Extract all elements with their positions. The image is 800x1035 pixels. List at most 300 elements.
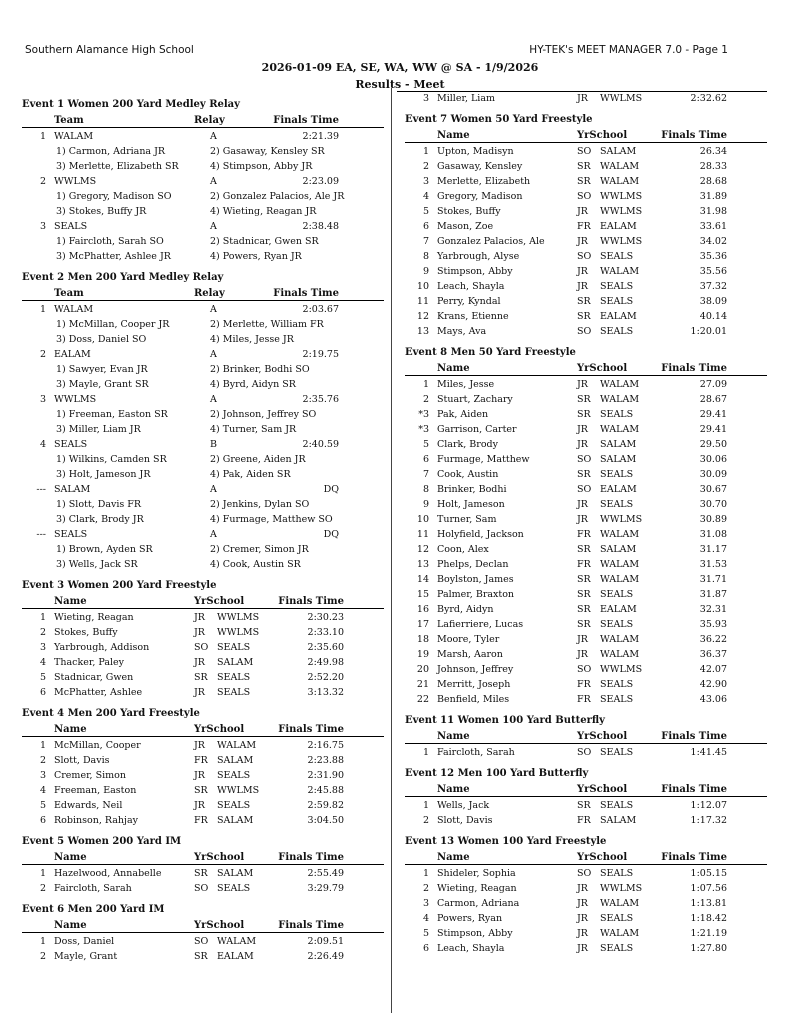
finals-time: 38.09 xyxy=(699,296,727,307)
result-row xyxy=(405,512,767,527)
class-year: SR xyxy=(577,409,591,420)
relay-swimmer: 4) Stimpson, Abby JR xyxy=(210,161,313,172)
school: SEALS xyxy=(600,469,634,480)
swimmer-name: Yarbrough, Alyse xyxy=(437,251,520,262)
relay-swimmer-row xyxy=(22,204,384,219)
school: SEALS xyxy=(217,672,251,683)
result-row xyxy=(405,881,767,896)
school: WWLMS xyxy=(217,612,260,623)
relay-swimmer-row xyxy=(22,557,384,572)
swimmer-name: Stimpson, Abby xyxy=(437,266,513,277)
result-row xyxy=(405,452,767,467)
class-year: SR xyxy=(577,394,591,405)
swimmer-name: Coon, Alex xyxy=(437,544,489,555)
finals-time-header: Finals Time xyxy=(278,596,344,607)
relay-swimmer: 4) Powers, Ryan JR xyxy=(210,251,302,262)
result-row xyxy=(405,497,767,512)
class-year: FR xyxy=(577,694,591,705)
finals-time: 26.34 xyxy=(699,146,727,157)
place: 19 xyxy=(416,649,429,660)
relay-swimmer-row xyxy=(22,317,384,332)
relay-swimmer-row xyxy=(22,452,384,467)
class-year: SR xyxy=(577,589,591,600)
class-year: FR xyxy=(577,559,591,570)
meet-title: 2026-01-09 EA, SE, WA, WW @ SA - 1/9/2026 xyxy=(261,61,539,74)
result-row xyxy=(405,422,767,437)
result-row xyxy=(405,798,767,813)
name-header: Name xyxy=(437,731,470,742)
place: --- xyxy=(36,484,46,495)
event-title: Event 12 Men 100 Yard Butterfly xyxy=(405,768,589,779)
finals-time: 2:45.88 xyxy=(307,785,344,796)
class-year: JR xyxy=(577,634,588,645)
place: 5 xyxy=(39,672,46,683)
relay-swimmer: 1) Faircloth, Sarah SO xyxy=(56,236,164,247)
result-row xyxy=(405,392,767,407)
right-column xyxy=(405,91,767,956)
finals-time: 30.09 xyxy=(699,469,727,480)
result-row xyxy=(22,640,384,655)
relay-swimmer: 3) Merlette, Elizabeth SR xyxy=(56,161,179,172)
place: 1 xyxy=(39,304,46,315)
relay-swimmer: 3) Holt, Jameson JR xyxy=(56,469,151,480)
swimmer-name: Shideler, Sophia xyxy=(437,868,516,879)
swimmer-name: Garrison, Carter xyxy=(437,424,517,435)
class-year: JR xyxy=(577,439,588,450)
result-row xyxy=(405,309,767,324)
place: 4 xyxy=(39,657,46,668)
finals-time: 1:41.45 xyxy=(690,747,727,758)
relay-header: Relay xyxy=(194,115,225,126)
result-row xyxy=(405,219,767,234)
school: SEALS xyxy=(600,913,634,924)
finals-time: 1:20.01 xyxy=(690,326,727,337)
swimmer-name: Edwards, Neil xyxy=(54,800,123,811)
school: WALAM xyxy=(600,379,640,390)
result-row xyxy=(22,670,384,685)
school: SEALS xyxy=(600,679,634,690)
school: WWLMS xyxy=(600,883,643,894)
class-year: SR xyxy=(194,672,208,683)
relay-swimmer: 1) McMillan, Cooper JR xyxy=(56,319,170,330)
result-row xyxy=(405,144,767,159)
place: 4 xyxy=(39,785,46,796)
class-year: JR xyxy=(577,424,588,435)
place: 2 xyxy=(39,349,46,360)
relay-swimmer-row xyxy=(22,512,384,527)
place: 1 xyxy=(422,146,429,157)
finals-time: 31.08 xyxy=(699,529,727,540)
finals-time: 36.22 xyxy=(699,634,727,645)
result-row xyxy=(22,783,384,798)
swimmer-name: Wieting, Reagan xyxy=(54,612,134,623)
team-name: SEALS xyxy=(54,221,88,232)
swimmer-name: Miller, Liam xyxy=(437,93,496,104)
class-year: JR xyxy=(577,281,588,292)
relay-letter: A xyxy=(210,176,217,187)
relay-team-row xyxy=(22,347,384,362)
place: 2 xyxy=(422,394,429,405)
place: 13 xyxy=(416,559,429,570)
place: 2 xyxy=(422,883,429,894)
swimmer-name: Wieting, Reagan xyxy=(437,883,517,894)
place: 4 xyxy=(422,913,429,924)
relay-swimmer: 2) Brinker, Bodhi SO xyxy=(210,364,310,375)
finals-time: 43.06 xyxy=(699,694,727,705)
finals-time: 2:23.09 xyxy=(302,176,339,187)
school: EALAM xyxy=(217,951,254,962)
name-header: Name xyxy=(437,784,470,795)
finals-time-header: Finals Time xyxy=(273,288,339,299)
class-year: SR xyxy=(577,176,591,187)
yr-school-header: YrSchool xyxy=(577,363,628,374)
place: 5 xyxy=(422,928,429,939)
swimmer-name: Byrd, Aidyn xyxy=(437,604,494,615)
class-year: SR xyxy=(194,951,208,962)
individual-table-header xyxy=(22,722,384,737)
place: 1 xyxy=(39,936,46,947)
finals-time: 1:21.19 xyxy=(690,928,727,939)
swimmer-name: Pak, Aiden xyxy=(437,409,489,420)
swimmer-name: Wells, Jack xyxy=(437,800,490,811)
swimmer-name: Gregory, Madison xyxy=(437,191,523,202)
school: WALAM xyxy=(600,176,640,187)
school: SEALS xyxy=(217,687,251,698)
place: 3 xyxy=(39,642,46,653)
place: 18 xyxy=(416,634,429,645)
yr-school-header: YrSchool xyxy=(194,920,245,931)
relay-swimmer-row xyxy=(22,377,384,392)
finals-time: 1:05.15 xyxy=(690,868,727,879)
class-year: SR xyxy=(577,619,591,630)
relay-swimmer-row xyxy=(22,189,384,204)
place: 5 xyxy=(39,800,46,811)
finals-time: 2:59.82 xyxy=(307,800,344,811)
place: 21 xyxy=(416,679,429,690)
result-row xyxy=(405,557,767,572)
swimmer-name: Brinker, Bodhi xyxy=(437,484,507,495)
class-year: SR xyxy=(577,296,591,307)
finals-time: 40.14 xyxy=(699,311,727,322)
class-year: SR xyxy=(577,311,591,322)
class-year: JR xyxy=(577,649,588,660)
finals-time: 35.56 xyxy=(699,266,727,277)
finals-time: 29.41 xyxy=(699,424,727,435)
column-divider xyxy=(391,88,392,1013)
result-row xyxy=(405,467,767,482)
school: WALAM xyxy=(217,740,257,751)
swimmer-name: Merlette, Elizabeth xyxy=(437,176,531,187)
finals-time: 33.61 xyxy=(699,221,727,232)
school: EALAM xyxy=(600,311,637,322)
swimmer-name: Stimpson, Abby xyxy=(437,928,513,939)
relay-swimmer: 2) Gasaway, Kensley SR xyxy=(210,146,325,157)
team-name: SALAM xyxy=(54,484,91,495)
place: 10 xyxy=(416,514,429,525)
place: 3 xyxy=(39,394,46,405)
school: EALAM xyxy=(600,484,637,495)
place: 3 xyxy=(422,93,429,104)
relay-letter: A xyxy=(210,349,217,360)
swimmer-name: Carmon, Adriana xyxy=(437,898,520,909)
place: 1 xyxy=(39,131,46,142)
place: 1 xyxy=(39,612,46,623)
swimmer-name: Gonzalez Palacios, Ale xyxy=(437,236,545,247)
swimmer-name: Leach, Shayla xyxy=(437,943,505,954)
team-name: SEALS xyxy=(54,529,88,540)
finals-time: 2:23.88 xyxy=(307,755,344,766)
place: 8 xyxy=(422,251,429,262)
swimmer-name: Stadnicar, Gwen xyxy=(54,672,134,683)
class-year: SO xyxy=(577,251,592,262)
school: SEALS xyxy=(600,281,634,292)
school: WALAM xyxy=(600,574,640,585)
finals-time: 32.31 xyxy=(699,604,727,615)
event-title: Event 1 Women 200 Yard Medley Relay xyxy=(22,99,240,110)
relay-table-header xyxy=(22,113,384,128)
class-year: JR xyxy=(577,379,588,390)
class-year: JR xyxy=(194,800,205,811)
relay-swimmer: 1) Sawyer, Evan JR xyxy=(56,364,148,375)
class-year: SO xyxy=(577,454,592,465)
class-year: JR xyxy=(577,266,588,277)
result-row xyxy=(405,249,767,264)
relay-swimmer-row xyxy=(22,234,384,249)
finals-time: 28.68 xyxy=(699,176,727,187)
place: 14 xyxy=(416,574,429,585)
place: 10 xyxy=(416,281,429,292)
finals-time: 1:07.56 xyxy=(690,883,727,894)
finals-time: 2:09.51 xyxy=(307,936,344,947)
relay-team-row xyxy=(22,219,384,234)
place: 3 xyxy=(39,770,46,781)
class-year: FR xyxy=(577,815,591,826)
class-year: JR xyxy=(577,514,588,525)
place: 5 xyxy=(422,439,429,450)
relay-team-row xyxy=(22,129,384,144)
relay-letter: B xyxy=(210,439,217,450)
relay-swimmer-row xyxy=(22,249,384,264)
class-year: FR xyxy=(577,529,591,540)
class-year: JR xyxy=(577,898,588,909)
swimmer-name: Holt, Jameson xyxy=(437,499,505,510)
swimmer-name: Phelps, Declan xyxy=(437,559,509,570)
result-row xyxy=(405,572,767,587)
place: 2 xyxy=(39,627,46,638)
finals-time: 2:03.67 xyxy=(302,304,339,315)
swimmer-name: Miles, Jesse xyxy=(437,379,495,390)
relay-swimmer-row xyxy=(22,159,384,174)
school: SALAM xyxy=(217,657,254,668)
finals-time: 2:55.49 xyxy=(307,868,344,879)
school: WWLMS xyxy=(600,664,643,675)
class-year: SO xyxy=(577,191,592,202)
school: SEALS xyxy=(217,770,251,781)
class-year: FR xyxy=(577,679,591,690)
place: 12 xyxy=(416,311,429,322)
finals-time: 42.07 xyxy=(699,664,727,675)
class-year: JR xyxy=(194,687,205,698)
yr-school-header: YrSchool xyxy=(577,784,628,795)
relay-swimmer: 4) Turner, Sam JR xyxy=(210,424,297,435)
team-header: Team xyxy=(54,115,84,126)
finals-time-header: Finals Time xyxy=(661,731,727,742)
result-row xyxy=(405,482,767,497)
finals-time: 35.36 xyxy=(699,251,727,262)
swimmer-name: Clark, Brody xyxy=(437,439,498,450)
swimmer-name: Johnson, Jeffrey xyxy=(437,664,514,675)
finals-time: 1:12.07 xyxy=(690,800,727,811)
result-row xyxy=(405,677,767,692)
swimmer-name: Turner, Sam xyxy=(437,514,497,525)
result-row xyxy=(22,738,384,753)
result-row xyxy=(405,866,767,881)
individual-table-header xyxy=(405,782,767,797)
relay-swimmer: 1) Brown, Ayden SR xyxy=(56,544,153,555)
relay-team-row xyxy=(22,527,384,542)
relay-swimmer-row xyxy=(22,422,384,437)
place: 20 xyxy=(416,664,429,675)
class-year: JR xyxy=(577,93,588,104)
results-label: Results - Meet xyxy=(355,78,445,91)
individual-table-header xyxy=(405,361,767,376)
class-year: JR xyxy=(577,883,588,894)
finals-time: 31.89 xyxy=(699,191,727,202)
yr-school-header: YrSchool xyxy=(194,724,245,735)
school: WWLMS xyxy=(600,206,643,217)
swimmer-name: Mays, Ava xyxy=(437,326,487,337)
finals-time: 2:31.90 xyxy=(307,770,344,781)
school: WALAM xyxy=(600,161,640,172)
relay-swimmer: 1) Slott, Davis FR xyxy=(56,499,142,510)
class-year: SR xyxy=(577,574,591,585)
school: SALAM xyxy=(217,815,254,826)
finals-time: 31.53 xyxy=(699,559,727,570)
class-year: JR xyxy=(194,627,205,638)
relay-team-row xyxy=(22,437,384,452)
school: WWLMS xyxy=(600,93,643,104)
finals-time: 31.17 xyxy=(699,544,727,555)
swimmer-name: Marsh, Aaron xyxy=(437,649,503,660)
result-row xyxy=(405,745,767,760)
school: SALAM xyxy=(600,439,637,450)
relay-team-row xyxy=(22,482,384,497)
event-title: Event 11 Women 100 Yard Butterfly xyxy=(405,715,605,726)
swimmer-name: Stuart, Zachary xyxy=(437,394,513,405)
result-row xyxy=(405,174,767,189)
event-title: Event 4 Men 200 Yard Freestyle xyxy=(22,708,200,719)
school: WWLMS xyxy=(217,785,260,796)
event-title: Event 3 Women 200 Yard Freestyle xyxy=(22,580,217,591)
relay-letter: A xyxy=(210,304,217,315)
yr-school-header: YrSchool xyxy=(577,731,628,742)
relay-swimmer: 2) Cremer, Simon JR xyxy=(210,544,309,555)
team-name: SEALS xyxy=(54,439,88,450)
school: SEALS xyxy=(600,296,634,307)
class-year: FR xyxy=(577,221,591,232)
school: SEALS xyxy=(217,883,251,894)
result-row xyxy=(405,204,767,219)
school: WALAM xyxy=(600,424,640,435)
result-row xyxy=(405,617,767,632)
finals-time: 3:04.50 xyxy=(307,815,344,826)
class-year: JR xyxy=(577,206,588,217)
relay-swimmer: 3) Stokes, Buffy JR xyxy=(56,206,147,217)
individual-table-header xyxy=(405,128,767,143)
relay-swimmer: 2) Jenkins, Dylan SO xyxy=(210,499,310,510)
finals-time: 2:49.98 xyxy=(307,657,344,668)
individual-table-header xyxy=(405,729,767,744)
place: 2 xyxy=(39,176,46,187)
swimmer-name: Hazelwood, Annabelle xyxy=(54,868,162,879)
result-row xyxy=(405,437,767,452)
swimmer-name: Freeman, Easton xyxy=(54,785,137,796)
place: 6 xyxy=(39,687,46,698)
relay-swimmer: 1) Carmon, Adriana JR xyxy=(56,146,166,157)
swimmer-name: Leach, Shayla xyxy=(437,281,505,292)
result-row xyxy=(22,934,384,949)
place: 8 xyxy=(422,484,429,495)
swimmer-name: Benfield, Miles xyxy=(437,694,510,705)
result-row xyxy=(22,685,384,700)
team-name: WWLMS xyxy=(54,176,97,187)
finals-time: 2:40.59 xyxy=(302,439,339,450)
swimmer-name: McPhatter, Ashlee xyxy=(54,687,143,698)
finals-time-header: Finals Time xyxy=(661,363,727,374)
finals-time: 2:19.75 xyxy=(302,349,339,360)
result-row xyxy=(405,407,767,422)
relay-table-header xyxy=(22,286,384,301)
place: *3 xyxy=(418,424,429,435)
school: SALAM xyxy=(217,868,254,879)
class-year: SR xyxy=(577,544,591,555)
school: SEALS xyxy=(600,943,634,954)
relay-letter: A xyxy=(210,529,217,540)
class-year: SO xyxy=(577,484,592,495)
finals-time: 31.87 xyxy=(699,589,727,600)
relay-swimmer: 3) Wells, Jack SR xyxy=(56,559,138,570)
yr-school-header: YrSchool xyxy=(577,852,628,863)
result-row xyxy=(405,692,767,707)
software-page-label: HY-TEK's MEET MANAGER 7.0 - Page 1 xyxy=(529,44,728,56)
place: 22 xyxy=(416,694,429,705)
school: WALAM xyxy=(600,529,640,540)
swimmer-name: Yarbrough, Addison xyxy=(54,642,150,653)
place: 13 xyxy=(416,326,429,337)
result-row xyxy=(405,234,767,249)
place: 1 xyxy=(422,379,429,390)
relay-swimmer: 3) Clark, Brody JR xyxy=(56,514,144,525)
swimmer-name: Powers, Ryan xyxy=(437,913,503,924)
school: WWLMS xyxy=(600,236,643,247)
result-row xyxy=(405,294,767,309)
result-row xyxy=(22,949,384,964)
finals-time: 31.71 xyxy=(699,574,727,585)
swimmer-name: Mason, Zoe xyxy=(437,221,494,232)
school: WALAM xyxy=(600,634,640,645)
swimmer-name: Merritt, Joseph xyxy=(437,679,511,690)
team-name: EALAM xyxy=(54,349,91,360)
finals-time: 27.09 xyxy=(699,379,727,390)
school: SALAM xyxy=(600,544,637,555)
finals-time-header: Finals Time xyxy=(278,724,344,735)
school: SALAM xyxy=(600,146,637,157)
result-row xyxy=(22,881,384,896)
class-year: JR xyxy=(577,943,588,954)
finals-time-header: Finals Time xyxy=(661,784,727,795)
yr-school-header: YrSchool xyxy=(577,130,628,141)
relay-swimmer: 3) Doss, Daniel SO xyxy=(56,334,147,345)
